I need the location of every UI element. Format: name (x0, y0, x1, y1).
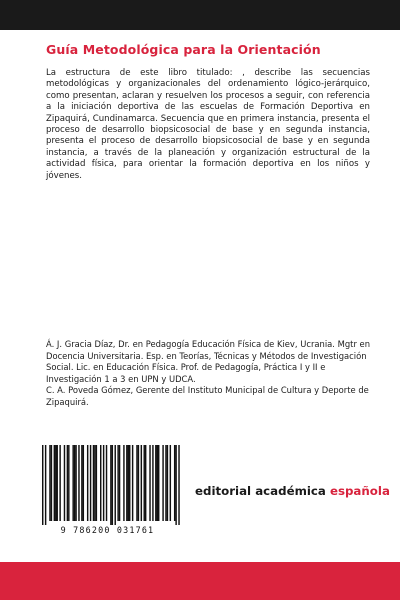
barcode-bar (145, 445, 146, 521)
barcode-bar (112, 445, 113, 525)
barcode-bar (90, 445, 91, 521)
barcode-bar (93, 445, 94, 521)
author-bios (46, 339, 376, 408)
barcode-bar (141, 445, 142, 521)
barcode-bar (115, 445, 116, 525)
barcode-bar (67, 445, 68, 521)
isbn-barcode (30, 443, 185, 533)
barcode-bar (178, 445, 179, 525)
barcode-bar (129, 445, 130, 521)
barcode-bar (170, 445, 171, 521)
barcode-bar (106, 445, 107, 521)
barcode-bar (55, 445, 56, 521)
barcode-bar (155, 445, 156, 521)
barcode-bar (51, 445, 52, 521)
barcode-bar (152, 445, 153, 521)
barcode-bar (175, 445, 176, 525)
barcode-bar (123, 445, 124, 521)
barcode-bar (81, 445, 82, 521)
publisher-logo (195, 484, 390, 498)
barcode-bar (136, 445, 137, 521)
top-band (0, 0, 400, 30)
barcode-bar (75, 445, 76, 521)
publisher-name: editorial académica (195, 484, 326, 498)
barcode-bar (96, 445, 97, 521)
author-bio-1: Á. J. Gracia Díaz, Dr. en Pedagogía Educación Física de Kiev, Ucrania. Mgtr en Docencia Universitaria. Esp. en Teorías, Técnicas y Métodos de Investigación Social. Lic. en Educación Física. Prof. de Pedagogía, Práctica I y II e Investigación 1 a 3 en UPN y UDCA. (46, 339, 371, 384)
barcode-bar (94, 445, 95, 521)
barcode-bar (72, 445, 73, 521)
barcode-bar (83, 445, 84, 521)
author-bio-2: C. A. Poveda Gómez, Gerente del Instituto Municipal de Cultura y Deporte de Zipaquirá. (46, 385, 369, 407)
barcode-bar (59, 445, 60, 521)
barcode-bar (119, 445, 120, 521)
barcode-bar (42, 445, 43, 525)
barcode-bar (158, 445, 159, 521)
barcode-bar (103, 445, 104, 521)
barcode-bar (128, 445, 129, 521)
barcode-bar (144, 445, 145, 521)
barcode-bar (162, 445, 163, 521)
barcode-bar (68, 445, 69, 521)
barcode-bar (74, 445, 75, 521)
barcode-bar (174, 445, 175, 521)
barcode-bars (30, 443, 185, 525)
barcode-bar (87, 445, 88, 521)
barcode-bar (132, 445, 133, 521)
barcode-bar (54, 445, 55, 521)
barcode-bar (49, 445, 50, 521)
barcode-bar (167, 445, 168, 521)
barcode-bar (157, 445, 158, 521)
book-description: La estructura de este libro titulado: , describe las secuencias metodológicas y organizacionales del ordenamiento lógico-jerárquico, como presentan, aclaran y resuelven los procesos a seguir, con referencia a la iniciación deportiva de las escuelas de Formación Deportiva en Zipaquirá, Cundinamarca. Secuencia que en primera instancia, presenta el proceso de desarrollo biopsicosocial de base y en segunda instancia, presenta el proceso de desarrollo biopsicosocial de base y en segunda instancia, a través de la planeación y organización estructural de la actividad física, para orientar la formación deportiva en los niños y jóvenes. (46, 68, 370, 181)
barcode-bar (149, 445, 150, 521)
isbn-number: 9 786200 031761 (60, 525, 155, 535)
book-title: Guía Metodológica para la Orientación (46, 42, 321, 57)
barcode-bar (117, 445, 118, 521)
barcode-bar (100, 445, 101, 521)
barcode-bar (78, 445, 79, 521)
publisher-name-accent: española (329, 484, 390, 498)
barcode-bar (57, 445, 58, 521)
barcode-bar (64, 445, 65, 521)
barcode-bar (165, 445, 166, 521)
barcode-bar (138, 445, 139, 521)
barcode-bar (110, 445, 111, 525)
barcode-bar (45, 445, 46, 525)
bottom-band (0, 562, 400, 600)
barcode-bar (126, 445, 127, 521)
